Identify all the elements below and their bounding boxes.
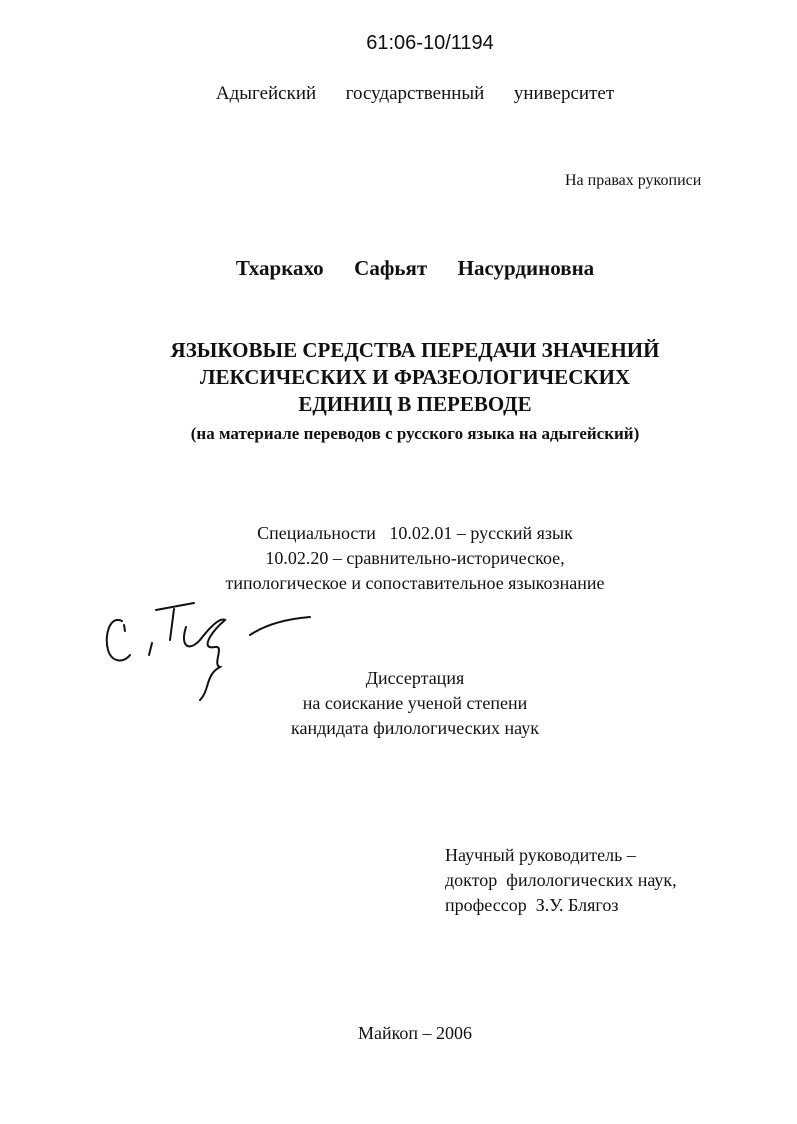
author-name: Тхаркахо Сафьят Насурдиновна (235, 256, 595, 280)
title-line: ЯЗЫКОВЫЕ СРЕДСТВА ПЕРЕДАЧИ ЗНАЧЕНИЙ (170, 338, 660, 362)
dissertation-line: Диссертация (365, 668, 465, 688)
rights-note: На правах рукописи (565, 172, 702, 189)
title-line: ЕДИНИЦ В ПЕРЕВОДЕ (298, 392, 532, 416)
advisor-line: профессор З.У. Блягоз (445, 895, 619, 915)
dissertation-line: кандидата филологических наук (291, 718, 539, 738)
advisor-line: Научный руководитель – (445, 845, 636, 865)
subtitle: (на материале переводов с русского языка на адыгейский) (190, 424, 640, 443)
title-line: ЛЕКСИЧЕСКИХ И ФРАЗЕОЛОГИЧЕСКИХ (199, 365, 631, 389)
registry-code: 61:06-10/1194 (366, 32, 494, 54)
dissertation-line: на соискание ученой степени (302, 693, 528, 713)
handwritten-signature (100, 595, 340, 705)
university-name: Адыгейский государственный университет (215, 83, 615, 104)
specialty-line: 10.02.20 – сравнительно-историческое, (265, 548, 565, 568)
place-year: Майкоп – 2006 (357, 1023, 473, 1043)
specialty-line: Специальности 10.02.01 – русский язык (257, 523, 573, 543)
specialty-line: типологическое и сопоставительное языкознание (225, 573, 605, 593)
advisor-line: доктор филологических наук, (445, 870, 677, 890)
